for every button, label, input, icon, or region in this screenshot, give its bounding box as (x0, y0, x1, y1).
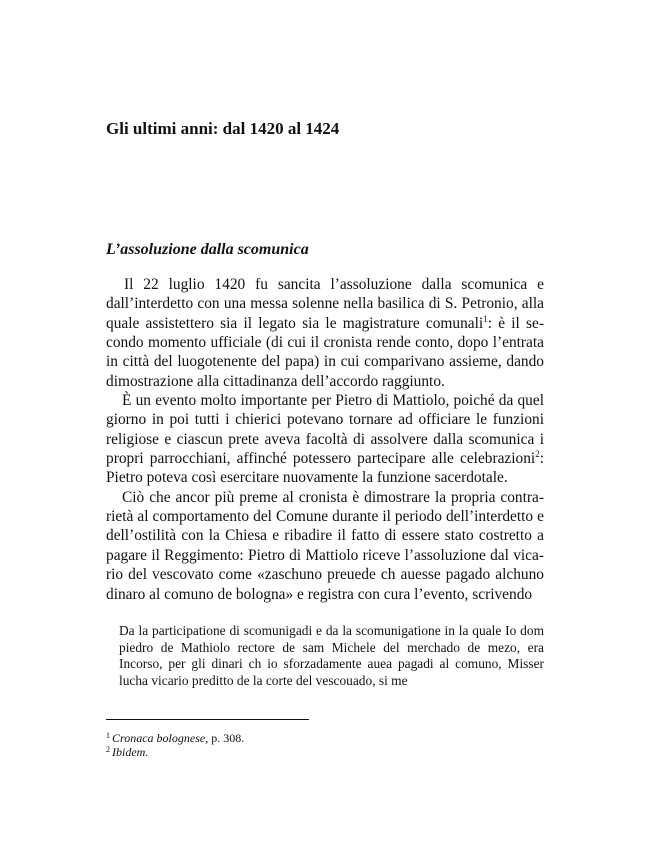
footnote-ref-2: 2 (535, 449, 540, 460)
paragraph-2-text-b: : Pietro poteva così esercitare nuovamente la funzione sacerdotale. (106, 450, 544, 487)
footnotes (106, 731, 544, 759)
paragraph-1-text-a: Il 22 luglio 1420 fu sancita l’assoluzione dalla scomunica e dall’interdetto con una messa solenne nella basilica di S. Petronio, alla quale assistettero sia il legato sia le magistrature comunali (106, 276, 544, 332)
block-quote: Da la participatione di scomunigadi e da la scomunigatione in la quale Io dom piedro de Mathiolo rectore de sam Michele del merchado de mezo, era Incorso, per gli dinari ch io sforzadamente auea pagadi al comuno, Misser lucha vicario preditto de la corte del vescouado, si me (119, 623, 544, 689)
paragraph-1 (106, 275, 544, 391)
footnote-1-number: 1 (106, 731, 110, 740)
section-title: L’assoluzione dalla scomunica (106, 241, 309, 258)
footnote-1 (106, 731, 544, 745)
footnote-2-number: 2 (106, 745, 110, 754)
paragraph-1-text-b: : è il secondo momento ufficiale (di cui il cronista rende conto, dopo l’entrata in città del luogotenente del papa) in cui comparivano assieme, dando dimostrazione alla cittadinanza dell’accordo raggiunto. (106, 314, 544, 390)
footnote-ref-1: 1 (483, 313, 488, 324)
footnote-2-title: Ibidem. (112, 745, 149, 759)
footnote-1-rest: , p. 308. (205, 731, 245, 745)
body-text (106, 275, 544, 604)
paragraph-3: Ciò che ancor più preme al cronista è dimostrare la propria contrarietà al comportamento del Comune durante il periodo dell’interdetto e dell’ostilità con la Chiesa e ribadire il fatto di essere stato costretto a pagare il Reggimento: Pietro di Mattiolo riceve l’assoluzione dal vicario del vescovato come «zaschuno preuede ch auesse pagado alchuno dinaro al comuno de bologna» e registra con cura l’evento, scrivendo (106, 488, 544, 603)
chapter-title: Gli ultimi anni: dal 1420 al 1424 (106, 119, 340, 138)
footnote-1-title: Cronaca bolognese (112, 731, 206, 745)
paragraph-2 (106, 391, 544, 488)
footnote-divider (106, 719, 309, 720)
footnote-2 (106, 745, 544, 759)
paragraph-2-text-a: È un evento molto importante per Pietro di Mattiolo, poiché da quel giorno in poi tutti i chierici potevano tornare ad officiare le funzioni religiose e ciascun prete aveva facoltà di assolvere dalla scomunica i propri parrocchiani, affinché potessero partecipare alle celebrazioni (106, 392, 544, 468)
